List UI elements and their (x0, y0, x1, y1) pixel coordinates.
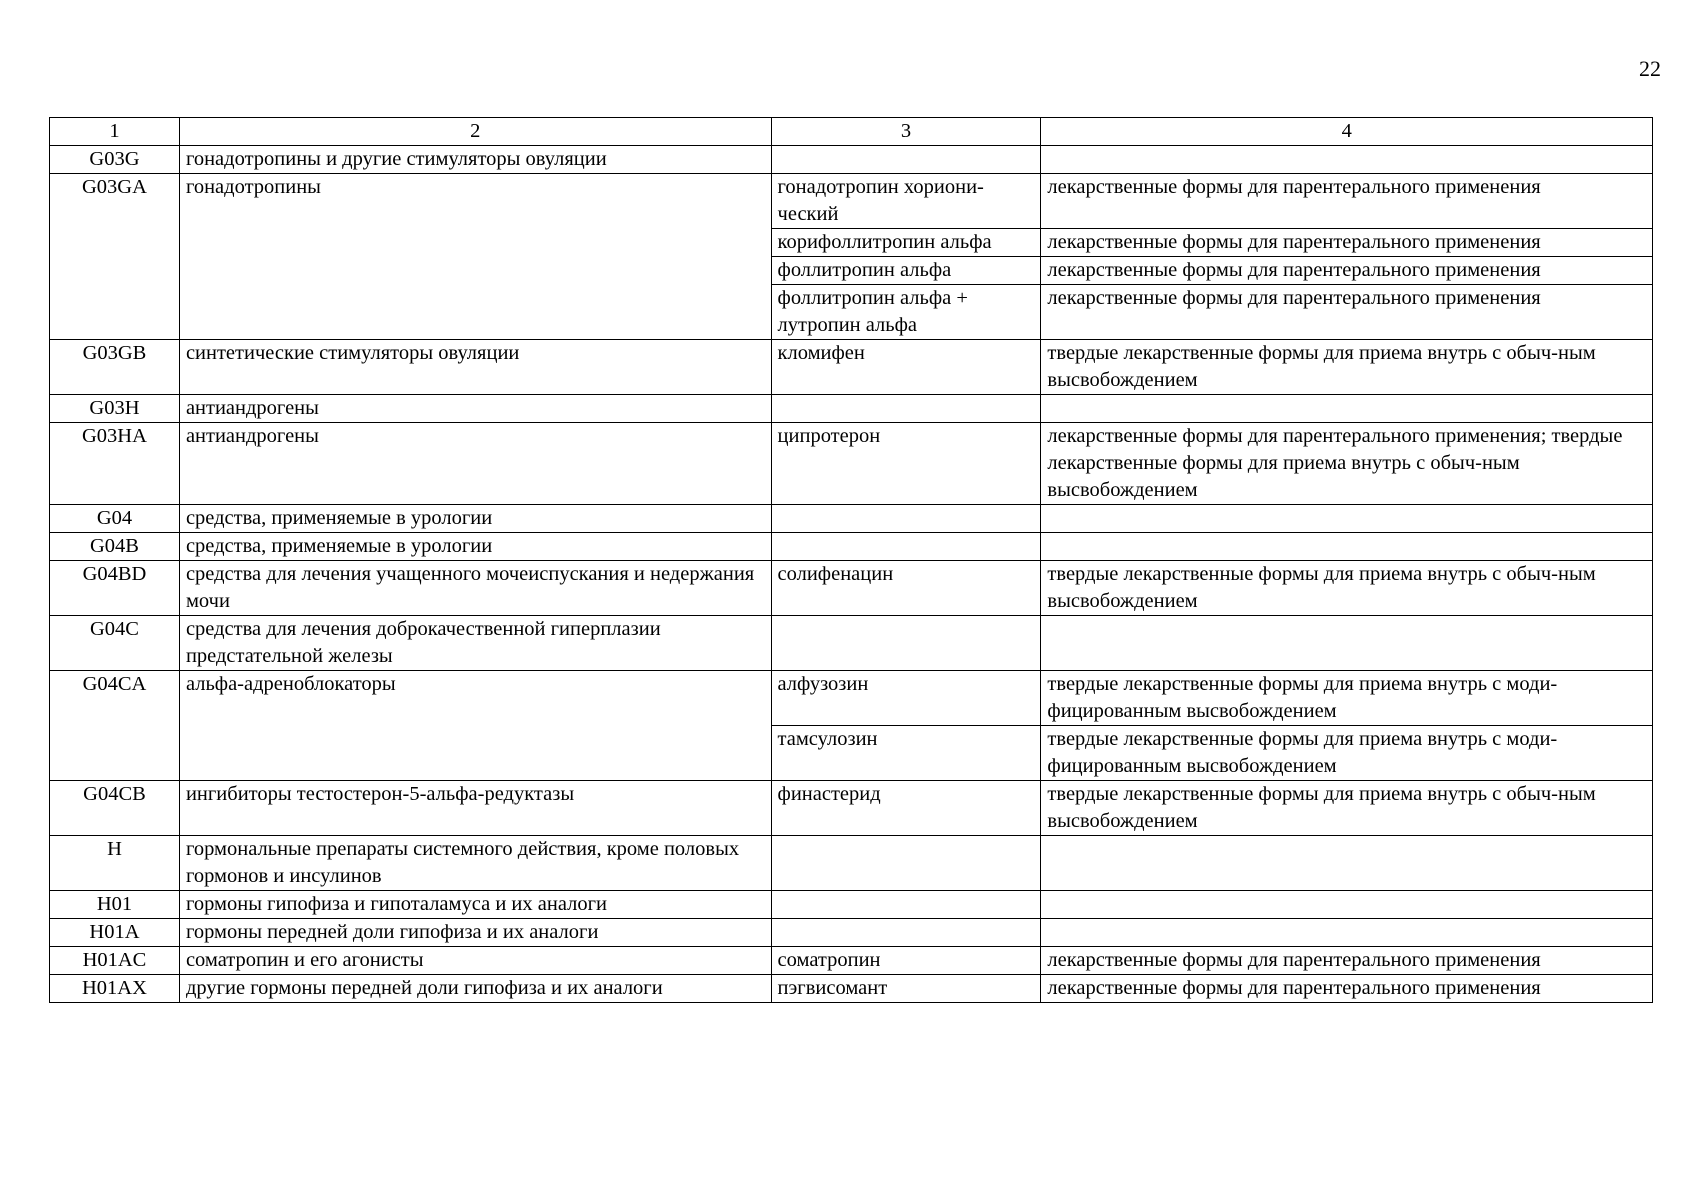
dosage-form-empty (1041, 533, 1653, 561)
drug-name-empty (771, 836, 1041, 891)
table-row (50, 146, 1653, 174)
atc-code: G03HA (50, 423, 180, 505)
table-row (50, 423, 1653, 505)
group-name: антиандрогены (179, 395, 771, 423)
dosage-form: лекарственные формы для парентерального применения (1041, 229, 1653, 257)
group-name: альфа-адреноблокаторы (179, 671, 771, 781)
atc-code: G04CB (50, 781, 180, 836)
dosage-form: лекарственные формы для парентерального применения (1041, 257, 1653, 285)
column-header-drug: 3 (771, 118, 1041, 146)
drug-name: финастерид (771, 781, 1041, 836)
column-header-form: 4 (1041, 118, 1653, 146)
atc-code: H01AC (50, 947, 180, 975)
group-name: гормоны гипофиза и гипоталамуса и их аналоги (179, 891, 771, 919)
group-name: средства, применяемые в урологии (179, 533, 771, 561)
group-name: средства для лечения учащенного мочеиспускания и недержания мочи (179, 561, 771, 616)
atc-code: H01 (50, 891, 180, 919)
drug-name-empty (771, 533, 1041, 561)
atc-code: G04B (50, 533, 180, 561)
drug-name-empty (771, 891, 1041, 919)
group-name: соматропин и его агонисты (179, 947, 771, 975)
table-row (50, 891, 1653, 919)
group-name: синтетические стимуляторы овуляции (179, 340, 771, 395)
drug-name: соматропин (771, 947, 1041, 975)
drug-name: фоллитропин альфа + лутропин альфа (771, 285, 1041, 340)
drug-name: гонадотропин хориони-ческий (771, 174, 1041, 229)
drug-name-empty (771, 505, 1041, 533)
dosage-form: твердые лекарственные формы для приема внутрь с обыч-ным высвобождением (1041, 340, 1653, 395)
atc-code: G04 (50, 505, 180, 533)
dosage-form: лекарственные формы для парентерального применения (1041, 174, 1653, 229)
table-row (50, 174, 1653, 229)
group-name: средства, применяемые в урологии (179, 505, 771, 533)
dosage-form-empty (1041, 395, 1653, 423)
table-row (50, 836, 1653, 891)
drug-name-empty (771, 395, 1041, 423)
dosage-form: лекарственные формы для парентерального применения; твердые лекарственные формы для приема внутрь с обыч-ным высвобождением (1041, 423, 1653, 505)
drug-classification-table (49, 117, 1653, 1003)
group-name: ингибиторы тестостерон-5-альфа-редуктазы (179, 781, 771, 836)
atc-code: G03G (50, 146, 180, 174)
column-header-name: 2 (179, 118, 771, 146)
table-row (50, 671, 1653, 726)
table-row (50, 919, 1653, 947)
drug-name-empty (771, 616, 1041, 671)
page-number: 22 (1639, 56, 1661, 81)
dosage-form-empty (1041, 505, 1653, 533)
atc-code: G03GA (50, 174, 180, 340)
group-name: антиандрогены (179, 423, 771, 505)
drug-name: кломифен (771, 340, 1041, 395)
drug-name: алфузозин (771, 671, 1041, 726)
drug-name: тамсулозин (771, 726, 1041, 781)
atc-code: G04CA (50, 671, 180, 781)
drug-name: ципротерон (771, 423, 1041, 505)
group-name: гормоны передней доли гипофиза и их аналоги (179, 919, 771, 947)
atc-code: G04C (50, 616, 180, 671)
table-row (50, 975, 1653, 1003)
group-name: гормональные препараты системного действия, кроме половых гормонов и инсулинов (179, 836, 771, 891)
dosage-form-empty (1041, 891, 1653, 919)
group-name: другие гормоны передней доли гипофиза и их аналоги (179, 975, 771, 1003)
dosage-form: твердые лекарственные формы для приема внутрь с моди-фицированным высвобождением (1041, 671, 1653, 726)
drug-name: корифоллитропин альфа (771, 229, 1041, 257)
dosage-form: твердые лекарственные формы для приема внутрь с обыч-ным высвобождением (1041, 781, 1653, 836)
dosage-form-empty (1041, 616, 1653, 671)
dosage-form: лекарственные формы для парентерального применения (1041, 975, 1653, 1003)
table-row (50, 505, 1653, 533)
table-header-row (50, 118, 1653, 146)
atc-code: G03H (50, 395, 180, 423)
dosage-form: твердые лекарственные формы для приема внутрь с обыч-ным высвобождением (1041, 561, 1653, 616)
table-row (50, 947, 1653, 975)
atc-code: G03GB (50, 340, 180, 395)
group-name: гонадотропины (179, 174, 771, 340)
dosage-form-empty (1041, 836, 1653, 891)
table-row (50, 340, 1653, 395)
drug-name-empty (771, 146, 1041, 174)
dosage-form-empty (1041, 919, 1653, 947)
table-row (50, 781, 1653, 836)
dosage-form: лекарственные формы для парентерального применения (1041, 285, 1653, 340)
group-name: гонадотропины и другие стимуляторы овуляции (179, 146, 771, 174)
drug-name: фоллитропин альфа (771, 257, 1041, 285)
drug-name: пэгвисомант (771, 975, 1041, 1003)
atc-code: H01AX (50, 975, 180, 1003)
table-row (50, 533, 1653, 561)
atc-code: H01A (50, 919, 180, 947)
table-body (50, 146, 1653, 1003)
drug-name: солифенацин (771, 561, 1041, 616)
dosage-form: твердые лекарственные формы для приема внутрь с моди-фицированным высвобождением (1041, 726, 1653, 781)
table-row (50, 395, 1653, 423)
drug-name-empty (771, 919, 1041, 947)
atc-code: H (50, 836, 180, 891)
column-header-code: 1 (50, 118, 180, 146)
atc-code: G04BD (50, 561, 180, 616)
dosage-form-empty (1041, 146, 1653, 174)
table-row (50, 561, 1653, 616)
group-name: средства для лечения доброкачественной гиперплазии предстательной железы (179, 616, 771, 671)
table-row (50, 616, 1653, 671)
dosage-form: лекарственные формы для парентерального применения (1041, 947, 1653, 975)
